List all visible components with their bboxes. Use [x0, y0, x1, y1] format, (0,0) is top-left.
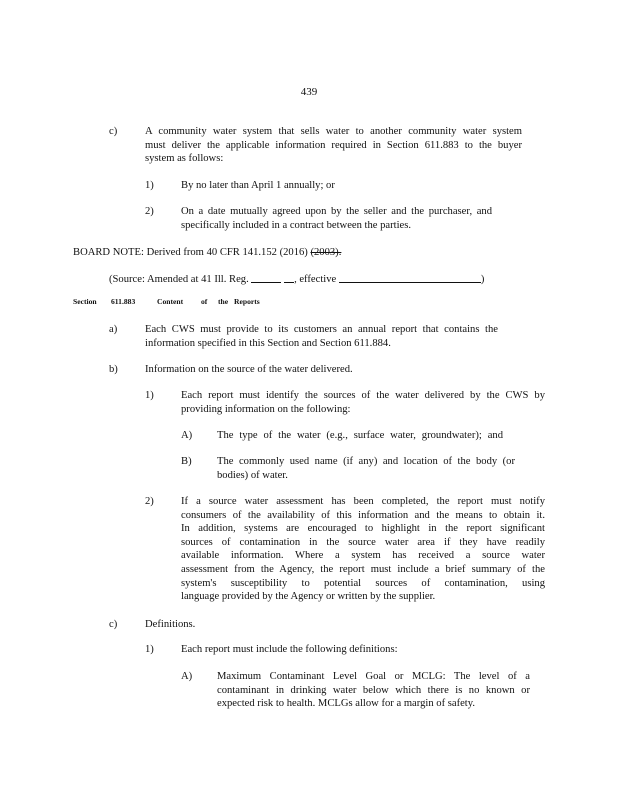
- page-number: 439: [300, 86, 318, 98]
- board-note: [73, 246, 341, 260]
- struck-text: (2003).: [310, 247, 342, 258]
- text-line: information specified in this Section and Section 611.884.: [145, 337, 391, 349]
- text-line: The type of the water (e.g., surface water, groundwater); and: [217, 430, 503, 441]
- paragraph: [217, 670, 530, 711]
- item-marker: A): [181, 430, 193, 441]
- blank-line: [251, 272, 281, 283]
- item-marker: A): [181, 671, 193, 682]
- section-title-word: of: [201, 297, 208, 306]
- item-marker: a): [109, 324, 118, 335]
- text-line: Definitions.: [145, 619, 196, 630]
- text-line: assessment from the Agency, the report must include a brief summary of the: [181, 563, 545, 575]
- item-marker: c): [109, 619, 118, 630]
- paragraph: [217, 429, 503, 443]
- section-title-word: the: [218, 297, 229, 306]
- text-line: The commonly used name (if any) and location of the body (or: [217, 456, 515, 467]
- section-number: 611.883: [111, 297, 136, 306]
- text-line: system's susceptibility to potential sources of contamination, using: [181, 577, 545, 589]
- text-line: Each report must identify the sources of the water delivered by the CWS by: [181, 390, 545, 401]
- blank-line: [339, 272, 481, 283]
- text-line: sources of contamination in the source water area if they have readily: [181, 536, 545, 548]
- paragraph: [145, 125, 522, 166]
- source-close: ): [480, 274, 485, 285]
- text-line: Maximum Contaminant Level Goal or MCLG: The level of a: [217, 671, 530, 682]
- text-line: must deliver the applicable information required in Section 611.883 to the buyer: [145, 139, 522, 151]
- text-line: consumers of the availability of this information and the means to obtain it.: [181, 509, 545, 521]
- text-line: providing information on the following:: [181, 403, 351, 415]
- item-marker: B): [181, 456, 192, 467]
- item-marker: b): [109, 364, 118, 375]
- item-marker: 2): [145, 206, 154, 217]
- text-line: A community water system that sells water to another community water system: [145, 126, 522, 137]
- paragraph: [181, 205, 492, 232]
- text-line: expected risk to health. MCLGs allow for a margin of safety.: [217, 698, 476, 710]
- text-line: language provided by the Agency or written by the supplier.: [181, 591, 436, 603]
- source-note: [109, 272, 484, 287]
- paragraph: [181, 389, 545, 416]
- item-marker: 1): [145, 644, 154, 655]
- text-line: Each report must include the following definitions:: [181, 644, 398, 655]
- text-line: In addition, systems are encouraged to highlight in the report significant: [181, 523, 545, 535]
- text-line: Information on the source of the water delivered.: [145, 364, 353, 375]
- paragraph: [181, 495, 545, 604]
- text-line: available information. Where a system has received a source water: [181, 550, 545, 562]
- paragraph: [145, 323, 498, 350]
- text-line: By no later than April 1 annually; or: [181, 180, 335, 191]
- section-title-word: Reports: [234, 297, 260, 306]
- text-line: If a source water assessment has been completed, the report must notify: [181, 496, 545, 507]
- text-line: system as follows:: [145, 153, 224, 165]
- item-marker: 1): [145, 390, 154, 401]
- item-marker: 1): [145, 180, 154, 191]
- blank-line: [284, 272, 294, 283]
- text-line: On a date mutually agreed upon by the seller and the purchaser, and: [181, 206, 492, 217]
- item-marker: c): [109, 126, 118, 137]
- paragraph: [217, 455, 515, 482]
- source-prefix: (Source: Amended at 41 Ill. Reg.: [109, 274, 249, 285]
- source-mid: , effective: [294, 274, 337, 285]
- text-line: specifically included in a contract between the parties.: [181, 219, 412, 231]
- text-line: Each CWS must provide to its customers an annual report that contains the: [145, 324, 498, 335]
- item-marker: 2): [145, 496, 154, 507]
- text-line: contaminant in drinking water below which there is no known or: [217, 684, 530, 696]
- section-label: Section: [73, 297, 97, 306]
- board-note-text: BOARD NOTE: Derived from 40 CFR 141.152 (2016): [73, 247, 308, 258]
- section-title-word: Content: [157, 297, 184, 306]
- text-line: bodies) of water.: [217, 469, 288, 481]
